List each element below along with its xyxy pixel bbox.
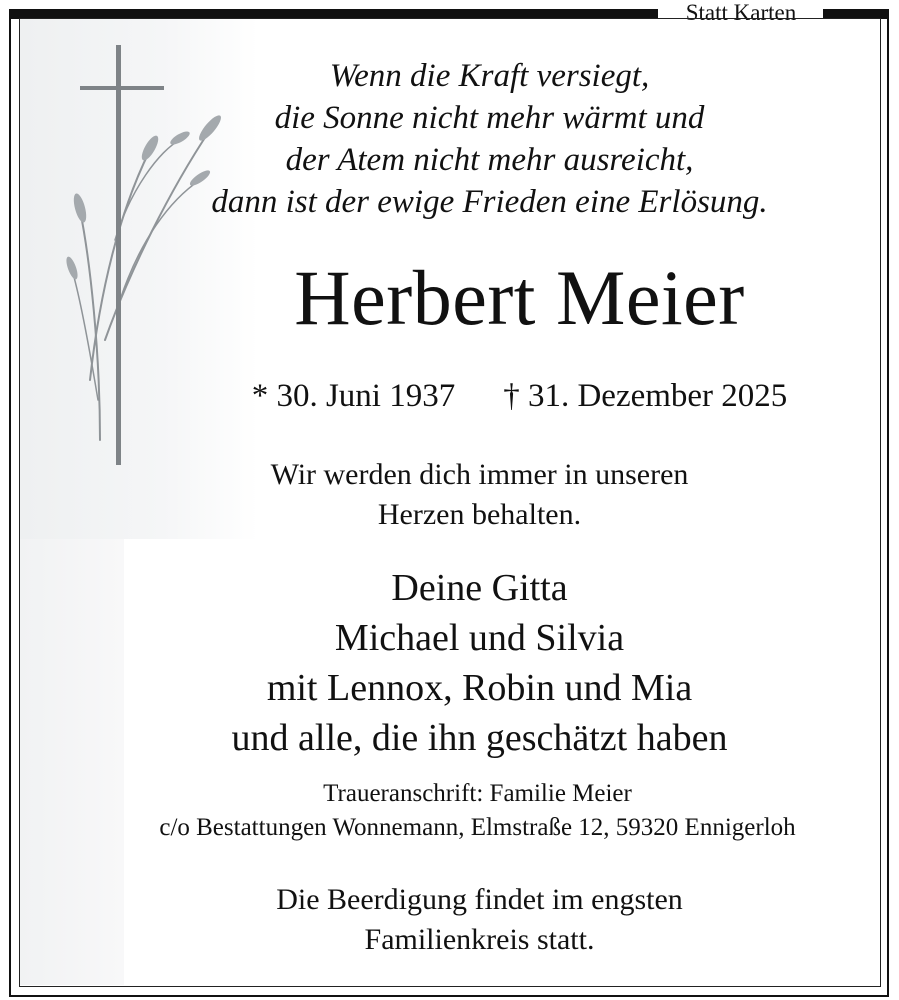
funeral-line: Familienkreis statt. [364, 923, 595, 956]
address-line: c/o Bestattungen Wonnemann, Elmstraße 12, 59320 Ennigerloh [159, 814, 796, 841]
mourners-list [30, 563, 899, 763]
mourner-line: Deine Gitta [391, 567, 568, 609]
mourner-line: und alle, die ihn geschätzt haben [231, 717, 728, 759]
verse-line: der Atem nicht mehr ausreicht, [285, 142, 694, 178]
verse-line: die Sonne nicht mehr wärmt und [274, 100, 705, 136]
mourner-line: mit Lennox, Robin und Mia [266, 667, 693, 709]
mourner-line: Michael und Silvia [334, 617, 625, 659]
life-dates [70, 375, 899, 417]
death-date: † 31. Dezember 2025 [503, 378, 788, 414]
deceased-name: Herbert Meier [294, 254, 745, 341]
statt-karten-label: Statt Karten [660, 0, 822, 26]
farewell-text [30, 455, 899, 535]
farewell-line: Herzen behalten. [377, 498, 582, 531]
funeral-notice [30, 880, 899, 960]
mourning-address [28, 777, 899, 845]
verse-line: dann ist der ewige Frieden eine Erlösung. [211, 184, 768, 220]
birth-date: * 30. Juni 1937 [251, 378, 456, 414]
funeral-line: Die Beerdigung findet im engsten [276, 883, 683, 916]
memorial-verse [40, 55, 899, 223]
address-line: Traueranschrift: Familie Meier [323, 780, 632, 807]
farewell-line: Wir werden dich immer in unseren [270, 458, 689, 491]
verse-line: Wenn die Kraft versiegt, [329, 58, 650, 94]
